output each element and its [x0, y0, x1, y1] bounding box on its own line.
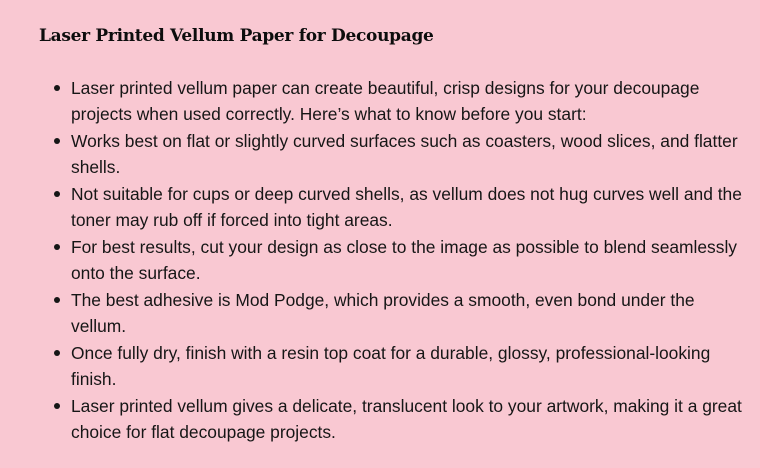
list-item — [39, 128, 744, 180]
list-item-text: Laser printed vellum paper can create beautiful, crisp designs for your decoupage projects when used correctly. Here’s what to know before you start: — [71, 78, 700, 124]
bullet-dot-icon — [54, 350, 60, 356]
bullet-dot-icon — [54, 138, 60, 144]
bullet-dot-icon — [54, 297, 60, 303]
bullet-dot-icon — [54, 85, 60, 91]
list-item — [39, 181, 744, 233]
bullet-dot-icon — [54, 403, 60, 409]
list-item — [39, 75, 744, 127]
list-item-text: The best adhesive is Mod Podge, which provides a smooth, even bond under the vellum. — [71, 290, 695, 336]
document-title: Laser Printed Vellum Paper for Decoupage — [39, 26, 434, 46]
bullet-list — [39, 75, 744, 445]
list-item-text: Once fully dry, finish with a resin top coat for a durable, glossy, professional-looking finish. — [71, 343, 711, 389]
list-item-text: Works best on flat or slightly curved surfaces such as coasters, wood slices, and flatter shells. — [71, 131, 738, 177]
list-item-text: For best results, cut your design as close to the image as possible to blend seamlessly onto the surface. — [71, 237, 738, 283]
bullet-dot-icon — [54, 191, 60, 197]
list-item-text: Not suitable for cups or deep curved shells, as vellum does not hug curves well and the toner may rub off if forced into tight areas. — [71, 184, 742, 230]
list-item — [39, 234, 744, 286]
list-item — [39, 287, 744, 339]
list-item — [39, 340, 744, 392]
bullet-dot-icon — [54, 244, 60, 250]
list-item-text: Laser printed vellum gives a delicate, translucent look to your artwork, making it a great choice for flat decoupage projects. — [71, 396, 742, 442]
list-item — [39, 393, 744, 445]
